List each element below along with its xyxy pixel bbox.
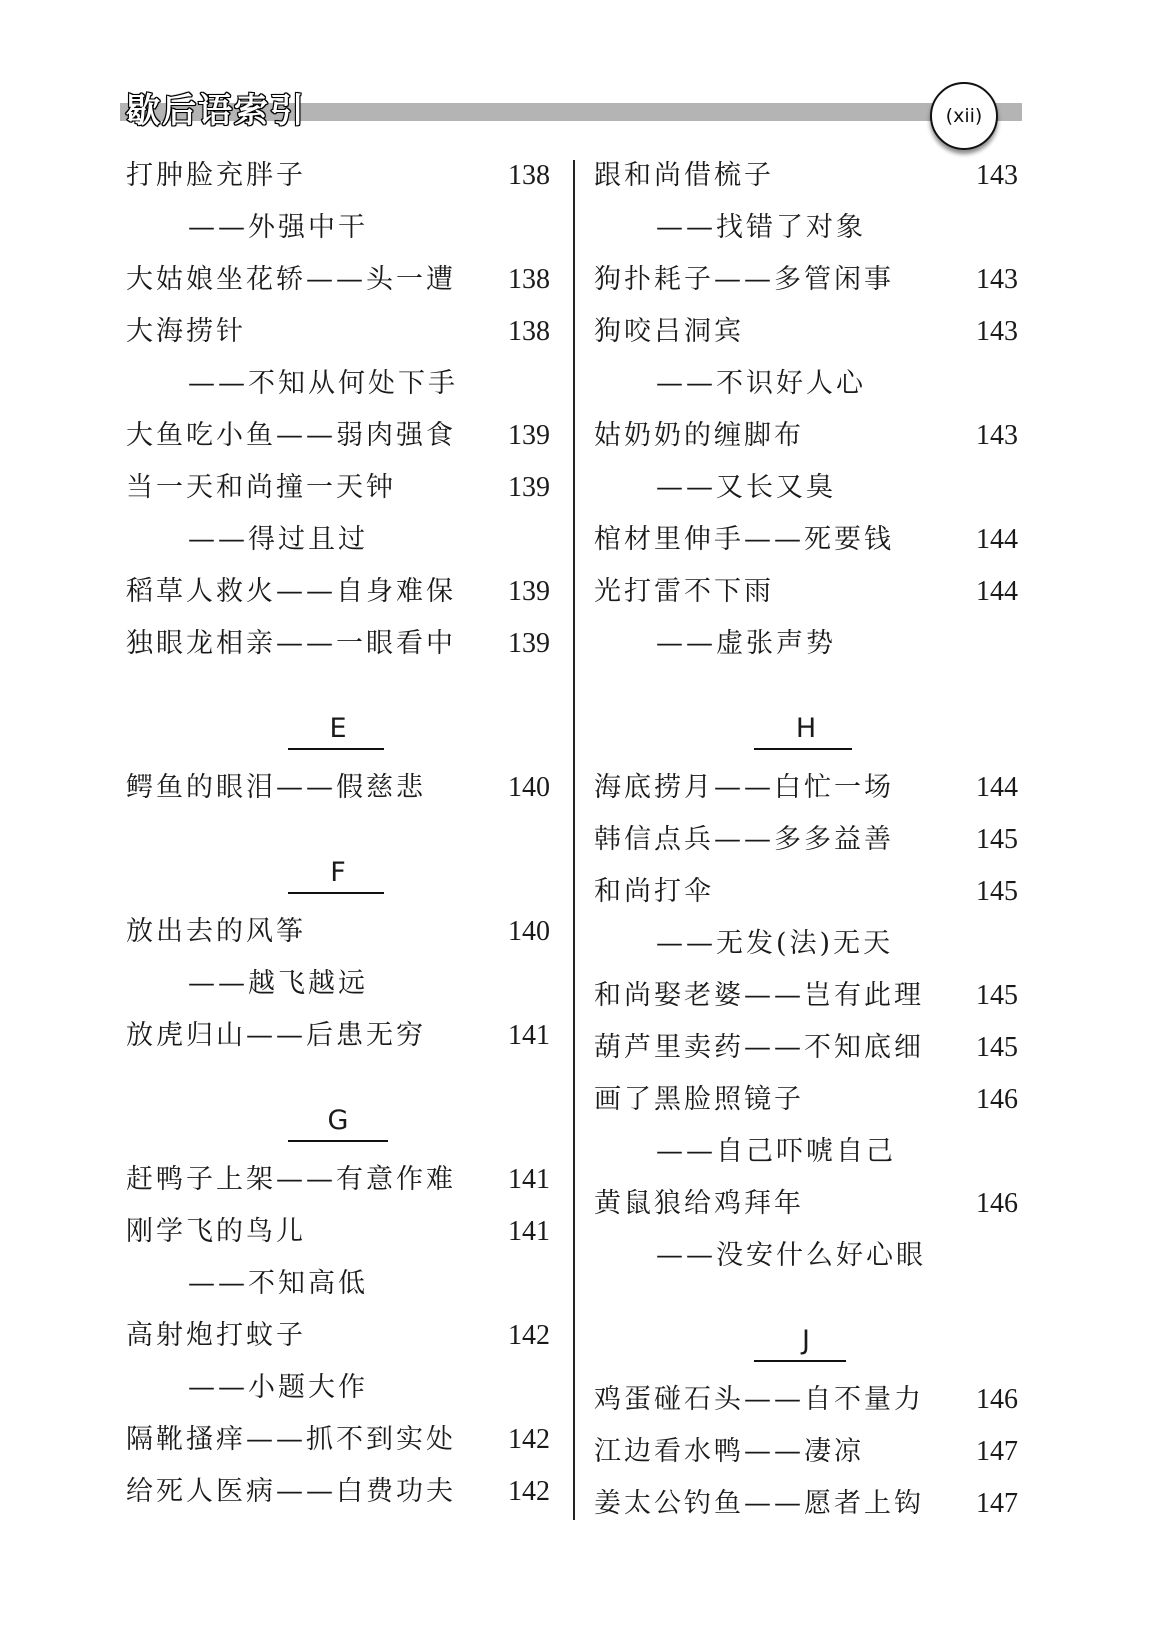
index-entry-continuation [594,462,1018,514]
entry-page: 142 [508,1320,550,1351]
index-entry [126,1466,550,1518]
index-entry-continuation [126,1362,550,1414]
index-entry [594,566,1018,618]
index-entry-continuation [126,958,550,1010]
entry-text: 姑奶奶的缠脚布 [594,420,804,451]
entry-page: 139 [508,576,550,607]
entry-text: ——虚张声势 [656,628,836,659]
entry-page: 138 [508,264,550,295]
index-entry [594,410,1018,462]
entry-page: 139 [508,628,550,659]
section-underline [288,892,384,894]
entry-text: 画了黑脸照镜子 [594,1084,804,1115]
entry-text: ——无发(法)无天 [656,928,894,959]
left-column [126,150,550,1518]
entry-text: 鳄鱼的眼泪——假慈悲 [126,772,426,803]
index-entry [594,306,1018,358]
entry-page: 138 [508,160,550,191]
index-entry-continuation [126,1258,550,1310]
index-entry [126,1206,550,1258]
entry-page: 138 [508,316,550,347]
entry-page: 143 [976,160,1018,191]
index-entry [126,410,550,462]
entry-text: 狗咬吕洞宾 [594,316,744,347]
entry-page: 146 [976,1084,1018,1115]
section-letter: J [802,1325,810,1356]
entry-text: 光打雷不下雨 [594,576,774,607]
section-underline [288,748,384,750]
entry-text: 江边看水鸭——凄凉 [594,1436,864,1467]
entry-page: 142 [508,1424,550,1455]
index-entry [594,254,1018,306]
entry-text: ——得过且过 [188,524,368,555]
entry-text: 姜太公钓鱼——愿者上钩 [594,1488,924,1519]
index-block-e [126,762,550,814]
entry-text: 放虎归山——后患无穷 [126,1020,426,1051]
entry-page: 143 [976,316,1018,347]
entry-page: 140 [508,916,550,947]
index-entry [594,1074,1018,1126]
section-header-j [594,1282,1018,1374]
index-entry [594,866,1018,918]
index-entry-continuation [594,1230,1018,1282]
index-entry [126,254,550,306]
index-entry [126,618,550,670]
index-block-h [594,762,1018,1282]
entry-text: ——不知高低 [188,1268,368,1299]
section-underline [288,1140,388,1142]
entry-page: 144 [976,576,1018,607]
entry-page: 142 [508,1476,550,1507]
entry-text: 和尚打伞 [594,876,714,907]
index-entry-continuation [594,1126,1018,1178]
entry-text: 高射炮打蚊子 [126,1320,306,1351]
index-entry-continuation [126,202,550,254]
entry-text: 鸡蛋碰石头——自不量力 [594,1384,924,1415]
index-entry-continuation [594,202,1018,254]
entry-text: ——不知从何处下手 [188,368,458,399]
index-block-f [126,906,550,1062]
index-entry [594,814,1018,866]
entry-page: 144 [976,772,1018,803]
entry-page: 139 [508,420,550,451]
index-block-g-continued [594,150,1018,670]
section-header-g [126,1062,550,1154]
index-entry [594,970,1018,1022]
entry-text: ——找错了对象 [656,212,866,243]
entry-page: 140 [508,772,550,803]
index-entry-continuation [594,618,1018,670]
index-entry-continuation [594,918,1018,970]
entry-text: 棺材里伸手——死要钱 [594,524,894,555]
entry-page: 146 [976,1188,1018,1219]
entry-text: 给死人医病——白费功夫 [126,1476,456,1507]
entry-page: 145 [976,824,1018,855]
section-letter: G [327,1105,349,1136]
entry-page: 139 [508,472,550,503]
entry-text: 当一天和尚撞一天钟 [126,472,396,503]
index-entry [126,462,550,514]
section-letter: F [330,857,346,888]
section-letter: E [329,713,347,744]
section-underline [754,1360,846,1362]
page-number-badge [930,82,998,150]
index-entry [594,1374,1018,1426]
section-header-h [594,670,1018,762]
entry-text: 大鱼吃小鱼——弱肉强食 [126,420,456,451]
entry-page: 143 [976,264,1018,295]
index-block-j [594,1374,1018,1530]
page-title: 歇后语索引 [126,91,306,131]
entry-page: 141 [508,1164,550,1195]
page-number: (xii) [945,105,983,127]
index-entry [594,150,1018,202]
section-header-e [126,670,550,762]
entry-text: 海底捞月——白忙一场 [594,772,894,803]
index-entry-continuation [126,358,550,410]
entry-page: 141 [508,1216,550,1247]
index-block-d [126,150,550,670]
index-entry [126,1154,550,1206]
entry-page: 144 [976,524,1018,555]
entry-text: ——没安什么好心眼 [656,1240,926,1271]
entry-text: 大海捞针 [126,316,246,347]
entry-page: 147 [976,1488,1018,1519]
entry-text: ——越飞越远 [188,968,368,999]
entry-text: 放出去的风筝 [126,916,306,947]
entry-text: 刚学飞的鸟儿 [126,1216,306,1247]
entry-page: 141 [508,1020,550,1051]
index-entry [126,1310,550,1362]
entry-text: 打肿脸充胖子 [126,160,306,191]
entry-page: 145 [976,980,1018,1011]
index-entry-continuation [126,514,550,566]
entry-page: 143 [976,420,1018,451]
section-letter: H [795,713,817,744]
entry-text: 跟和尚借梳子 [594,160,774,191]
index-entry-continuation [594,358,1018,410]
section-header-f [126,814,550,906]
entry-text: 和尚娶老婆——岂有此理 [594,980,924,1011]
index-entry [126,1010,550,1062]
entry-text: 隔靴搔痒——抓不到实处 [126,1424,456,1455]
entry-page: 146 [976,1384,1018,1415]
index-entry [126,566,550,618]
entry-text: 大姑娘坐花轿——头一遭 [126,264,456,295]
index-entry [594,1022,1018,1074]
index-entry [594,762,1018,814]
entry-text: 赶鸭子上架——有意作难 [126,1164,456,1195]
index-entry [126,1414,550,1466]
entry-text: 稻草人救火——自身难保 [126,576,456,607]
index-entry [594,1478,1018,1530]
entry-text: 葫芦里卖药——不知底细 [594,1032,924,1063]
column-divider [573,160,575,1520]
right-column [594,150,1018,1530]
entry-page: 145 [976,1032,1018,1063]
index-entry [126,906,550,958]
index-entry [126,762,550,814]
entry-text: ——外强中干 [188,212,368,243]
entry-text: ——自己吓唬自己 [656,1136,896,1167]
index-entry [594,1426,1018,1478]
entry-text: ——又长又臭 [656,472,836,503]
section-underline [754,748,852,750]
index-entry [126,306,550,358]
entry-text: ——不识好人心 [656,368,866,399]
index-block-g [126,1154,550,1518]
index-entry [594,514,1018,566]
entry-text: 独眼龙相亲——一眼看中 [126,628,456,659]
entry-text: 狗扑耗子——多管闲事 [594,264,894,295]
entry-text: 韩信点兵——多多益善 [594,824,894,855]
index-entry [594,1178,1018,1230]
entry-page: 147 [976,1436,1018,1467]
entry-text: 黄鼠狼给鸡拜年 [594,1188,804,1219]
index-entry [126,150,550,202]
entry-page: 145 [976,876,1018,907]
entry-text: ——小题大作 [188,1372,368,1403]
